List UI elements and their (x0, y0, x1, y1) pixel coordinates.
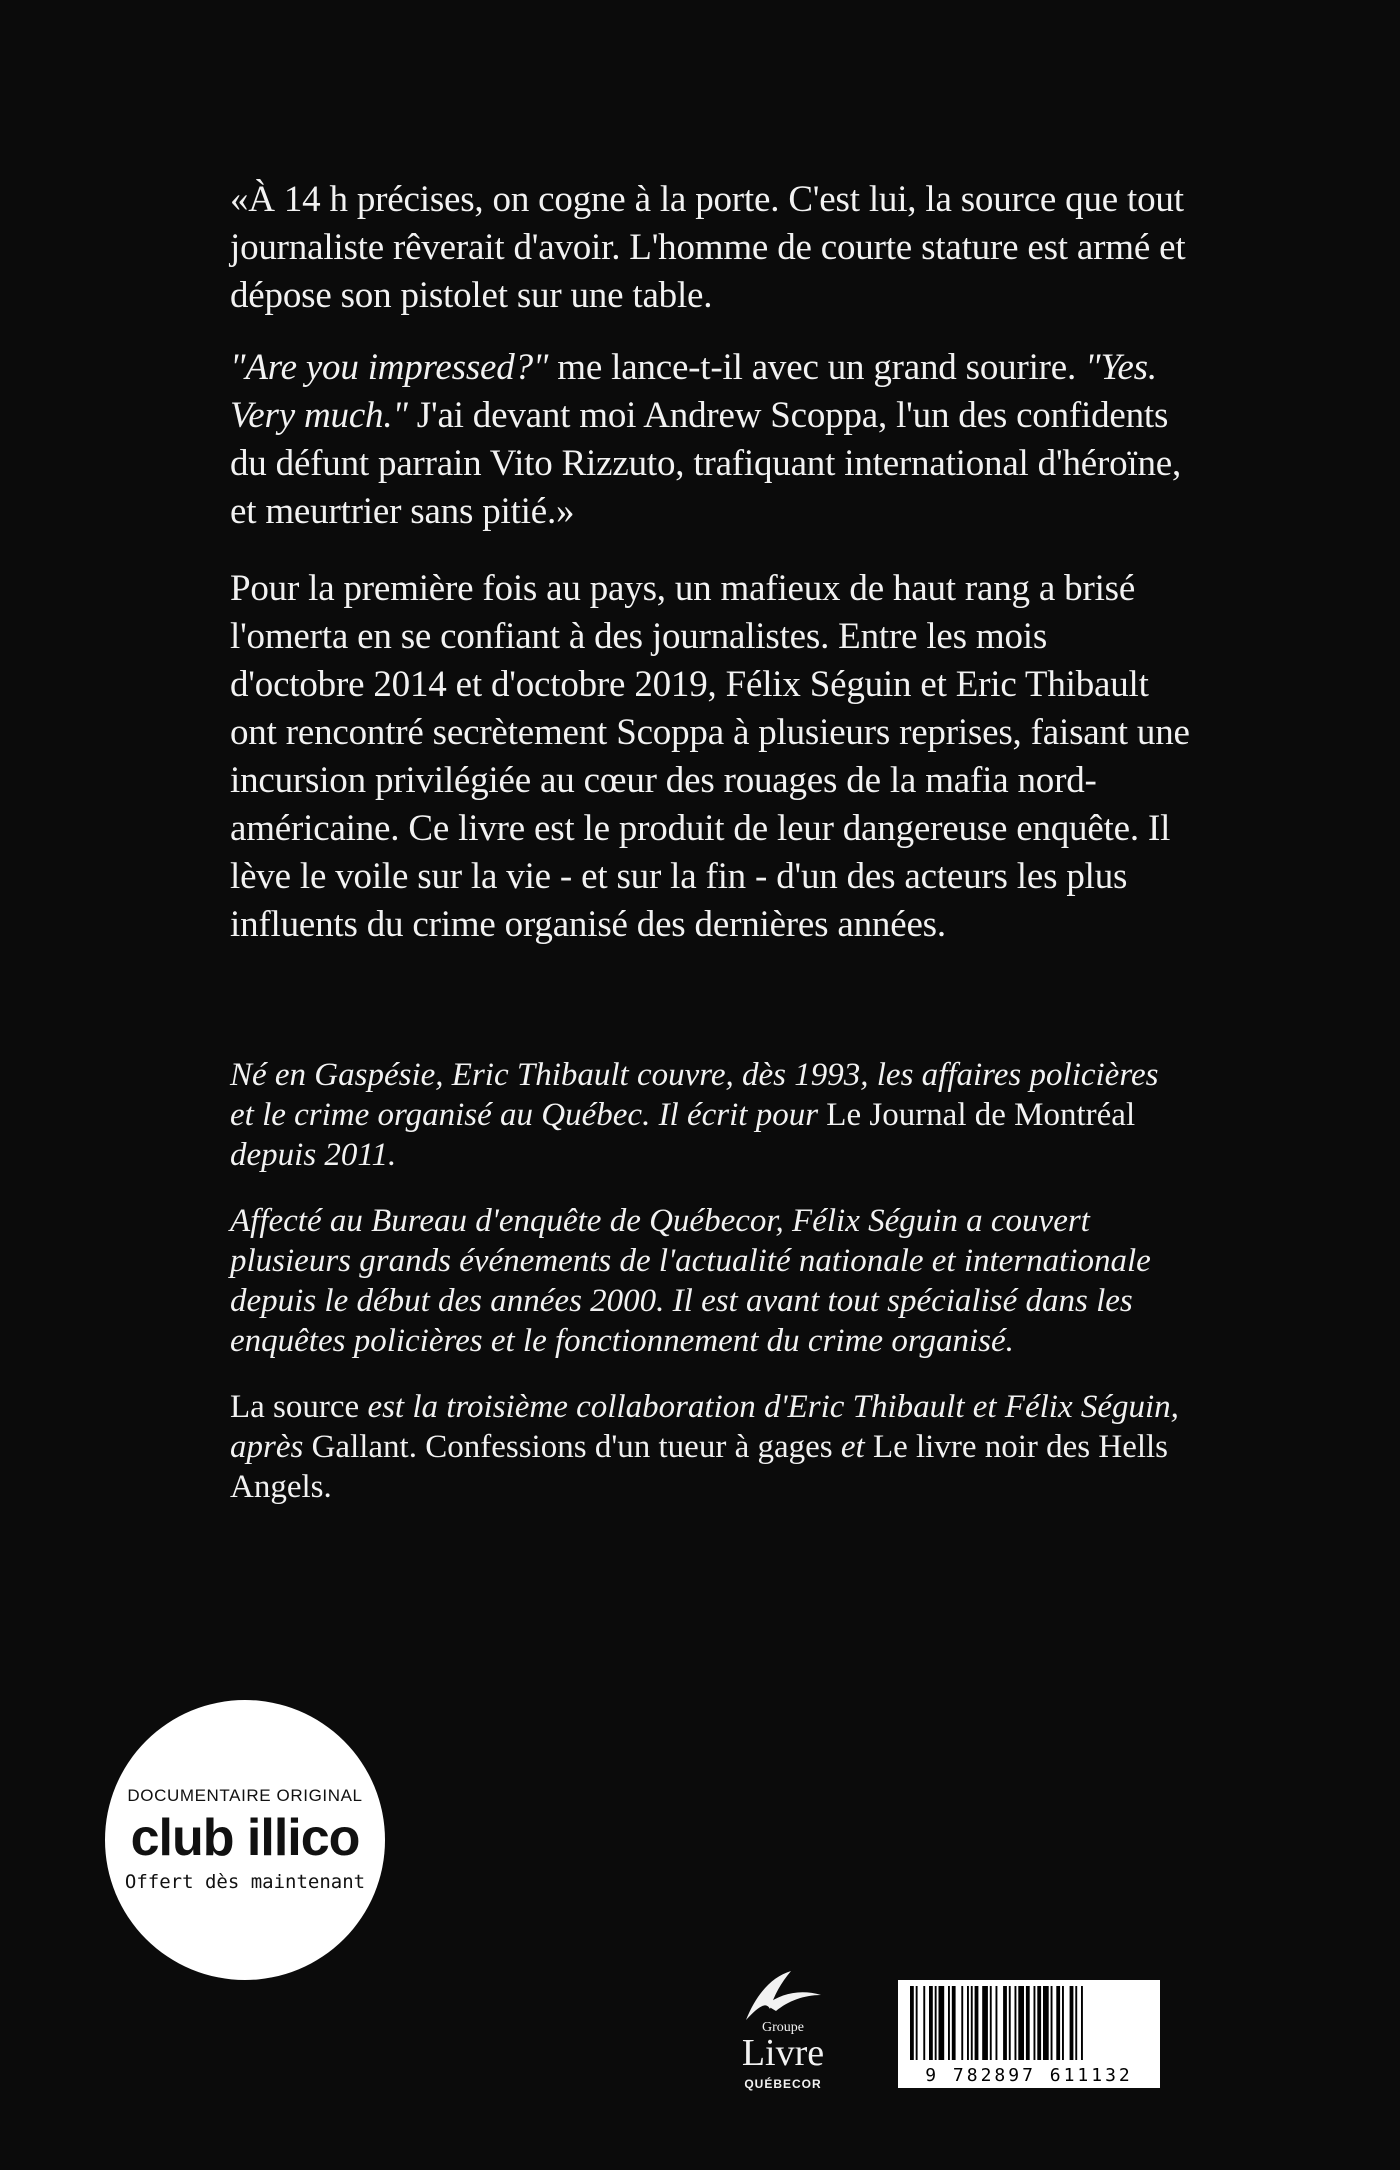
barcode-bar (967, 1986, 969, 2060)
quote-paragraph-1: «À 14 h précises, on cogne à la porte. C'est lui, la source que tout journaliste rêverait d'avoir. L'homme de courte stature est armé et dépose son pistolet sur une table. (230, 179, 1186, 316)
club-illico-badge (105, 1700, 385, 1980)
newspaper-title: Le Journal de Montréal (826, 1097, 1136, 1133)
badge-brand-logo: club illico (130, 1809, 360, 1867)
book-summary (230, 565, 1190, 949)
barcode-bar (990, 1986, 992, 2060)
barcode-bar (1043, 1986, 1049, 2060)
barcode-bars (898, 1980, 1160, 2062)
barcode-bar (929, 1986, 933, 2060)
barcode-bar (996, 1986, 998, 2060)
barcode-bar (1009, 1986, 1011, 2060)
barcode-bar (939, 1986, 945, 2060)
publisher-groupe: Groupe (762, 2020, 804, 2035)
opening-quote (230, 176, 1190, 536)
barcode-bar (975, 1986, 979, 2060)
barcode-bar (982, 1986, 988, 2060)
barcode-bar (1070, 1986, 1074, 2060)
barcode-bar (1075, 1986, 1077, 2060)
barcode-bar (916, 1986, 918, 2060)
bio-thibault (230, 1055, 1190, 1175)
barcode-bar (952, 1986, 956, 2060)
barcode-bar (961, 1986, 963, 2060)
quote-narration: me lance-t-il avec un grand sourire. (548, 347, 1086, 388)
publisher-logo (708, 1965, 858, 2115)
barcode-bar (971, 1986, 973, 2060)
barcode-bar (1026, 1986, 1030, 2060)
barcode-bar (1015, 1986, 1017, 2060)
barcode-bar (948, 1986, 950, 2060)
author-bios (230, 1055, 1190, 1507)
barcode-bar (923, 1986, 925, 2060)
quote-answer: "Yes. Very much." (230, 347, 1157, 436)
badge-top-text: DOCUMENTAIRE ORIGINAL (127, 1786, 363, 1805)
publisher-livre: Livre (741, 2032, 825, 2074)
previous-book-2: Le livre noir des Hells Angels. (230, 1429, 1169, 1505)
barcode-bar (1056, 1986, 1060, 2060)
summary-paragraph: Pour la première fois au pays, un mafieux de haut rang a brisé l'omerta en se confiant à des journalistes. Entre les mois d'octobre 2014 et d'octobre 2019, Félix Séguin et Eric Thibault ont rencontré secrètement Scoppa à plusieurs reprises, faisant une incursion privilégiée au cœur des rouages de la mafia nord-américaine. Ce livre est le produit de leur dangereuse enquête. Il lève le voile sur la vie - et sur la fin - d'un des acteurs les plus influents du crime organisé des dernières années. (230, 568, 1190, 945)
barcode-bar (1003, 1986, 1007, 2060)
publisher-quebecor: QUÉBECOR (744, 2077, 822, 2091)
previous-book-1: Gallant. Confessions d'un tueur à gages (311, 1429, 833, 1465)
book-title: La source (230, 1389, 360, 1425)
quote-narration-2: J'ai devant moi Andrew Scoppa, l'un des confidents du défunt parrain Vito Rizzuto, trafiquant international d'héroïne, et meurtrier sans pitié.» (230, 395, 1182, 532)
quote-paragraph-2 (230, 344, 1190, 536)
quote-question: "Are you impressed?" (230, 347, 549, 388)
barcode-bar (935, 1986, 937, 2060)
barcode-bar (1018, 1986, 1024, 2060)
isbn-barcode (898, 1980, 1160, 2088)
bio-thibault-text: Né en Gaspésie, Eric Thibault couvre, dès 1993, les affaires policières et le crime organisé au Québec. Il écrit pour (230, 1057, 1159, 1133)
bio-thibault-end: depuis 2011. (230, 1137, 397, 1173)
barcode-bar (1037, 1986, 1041, 2060)
barcode-bar (910, 1986, 914, 2060)
collaboration-note (230, 1387, 1190, 1507)
barcode-bar (1062, 1986, 1064, 2060)
barcode-bar (1051, 1986, 1053, 2060)
collab-text: est la troisième collaboration d'Eric Thibault et Félix Séguin, après (230, 1389, 1179, 1465)
barcode-bar (1034, 1986, 1036, 2060)
isbn-number: 9 782897 611132 (925, 2065, 1133, 2086)
barcode-bar (1081, 1986, 1083, 2060)
leaf-icon (736, 1965, 826, 2025)
badge-bottom-text: Offert dès maintenant (124, 1871, 366, 1893)
collab-conjunction: et (832, 1429, 873, 1465)
bio-seguin: Affecté au Bureau d'enquête de Québecor, Félix Séguin a couvert plusieurs grands événements de l'actualité nationale et internationale depuis le début des années 2000. Il est avant tout spécialisé dans les enquêtes policières et le fonctionnement du crime organisé. (230, 1203, 1151, 1359)
